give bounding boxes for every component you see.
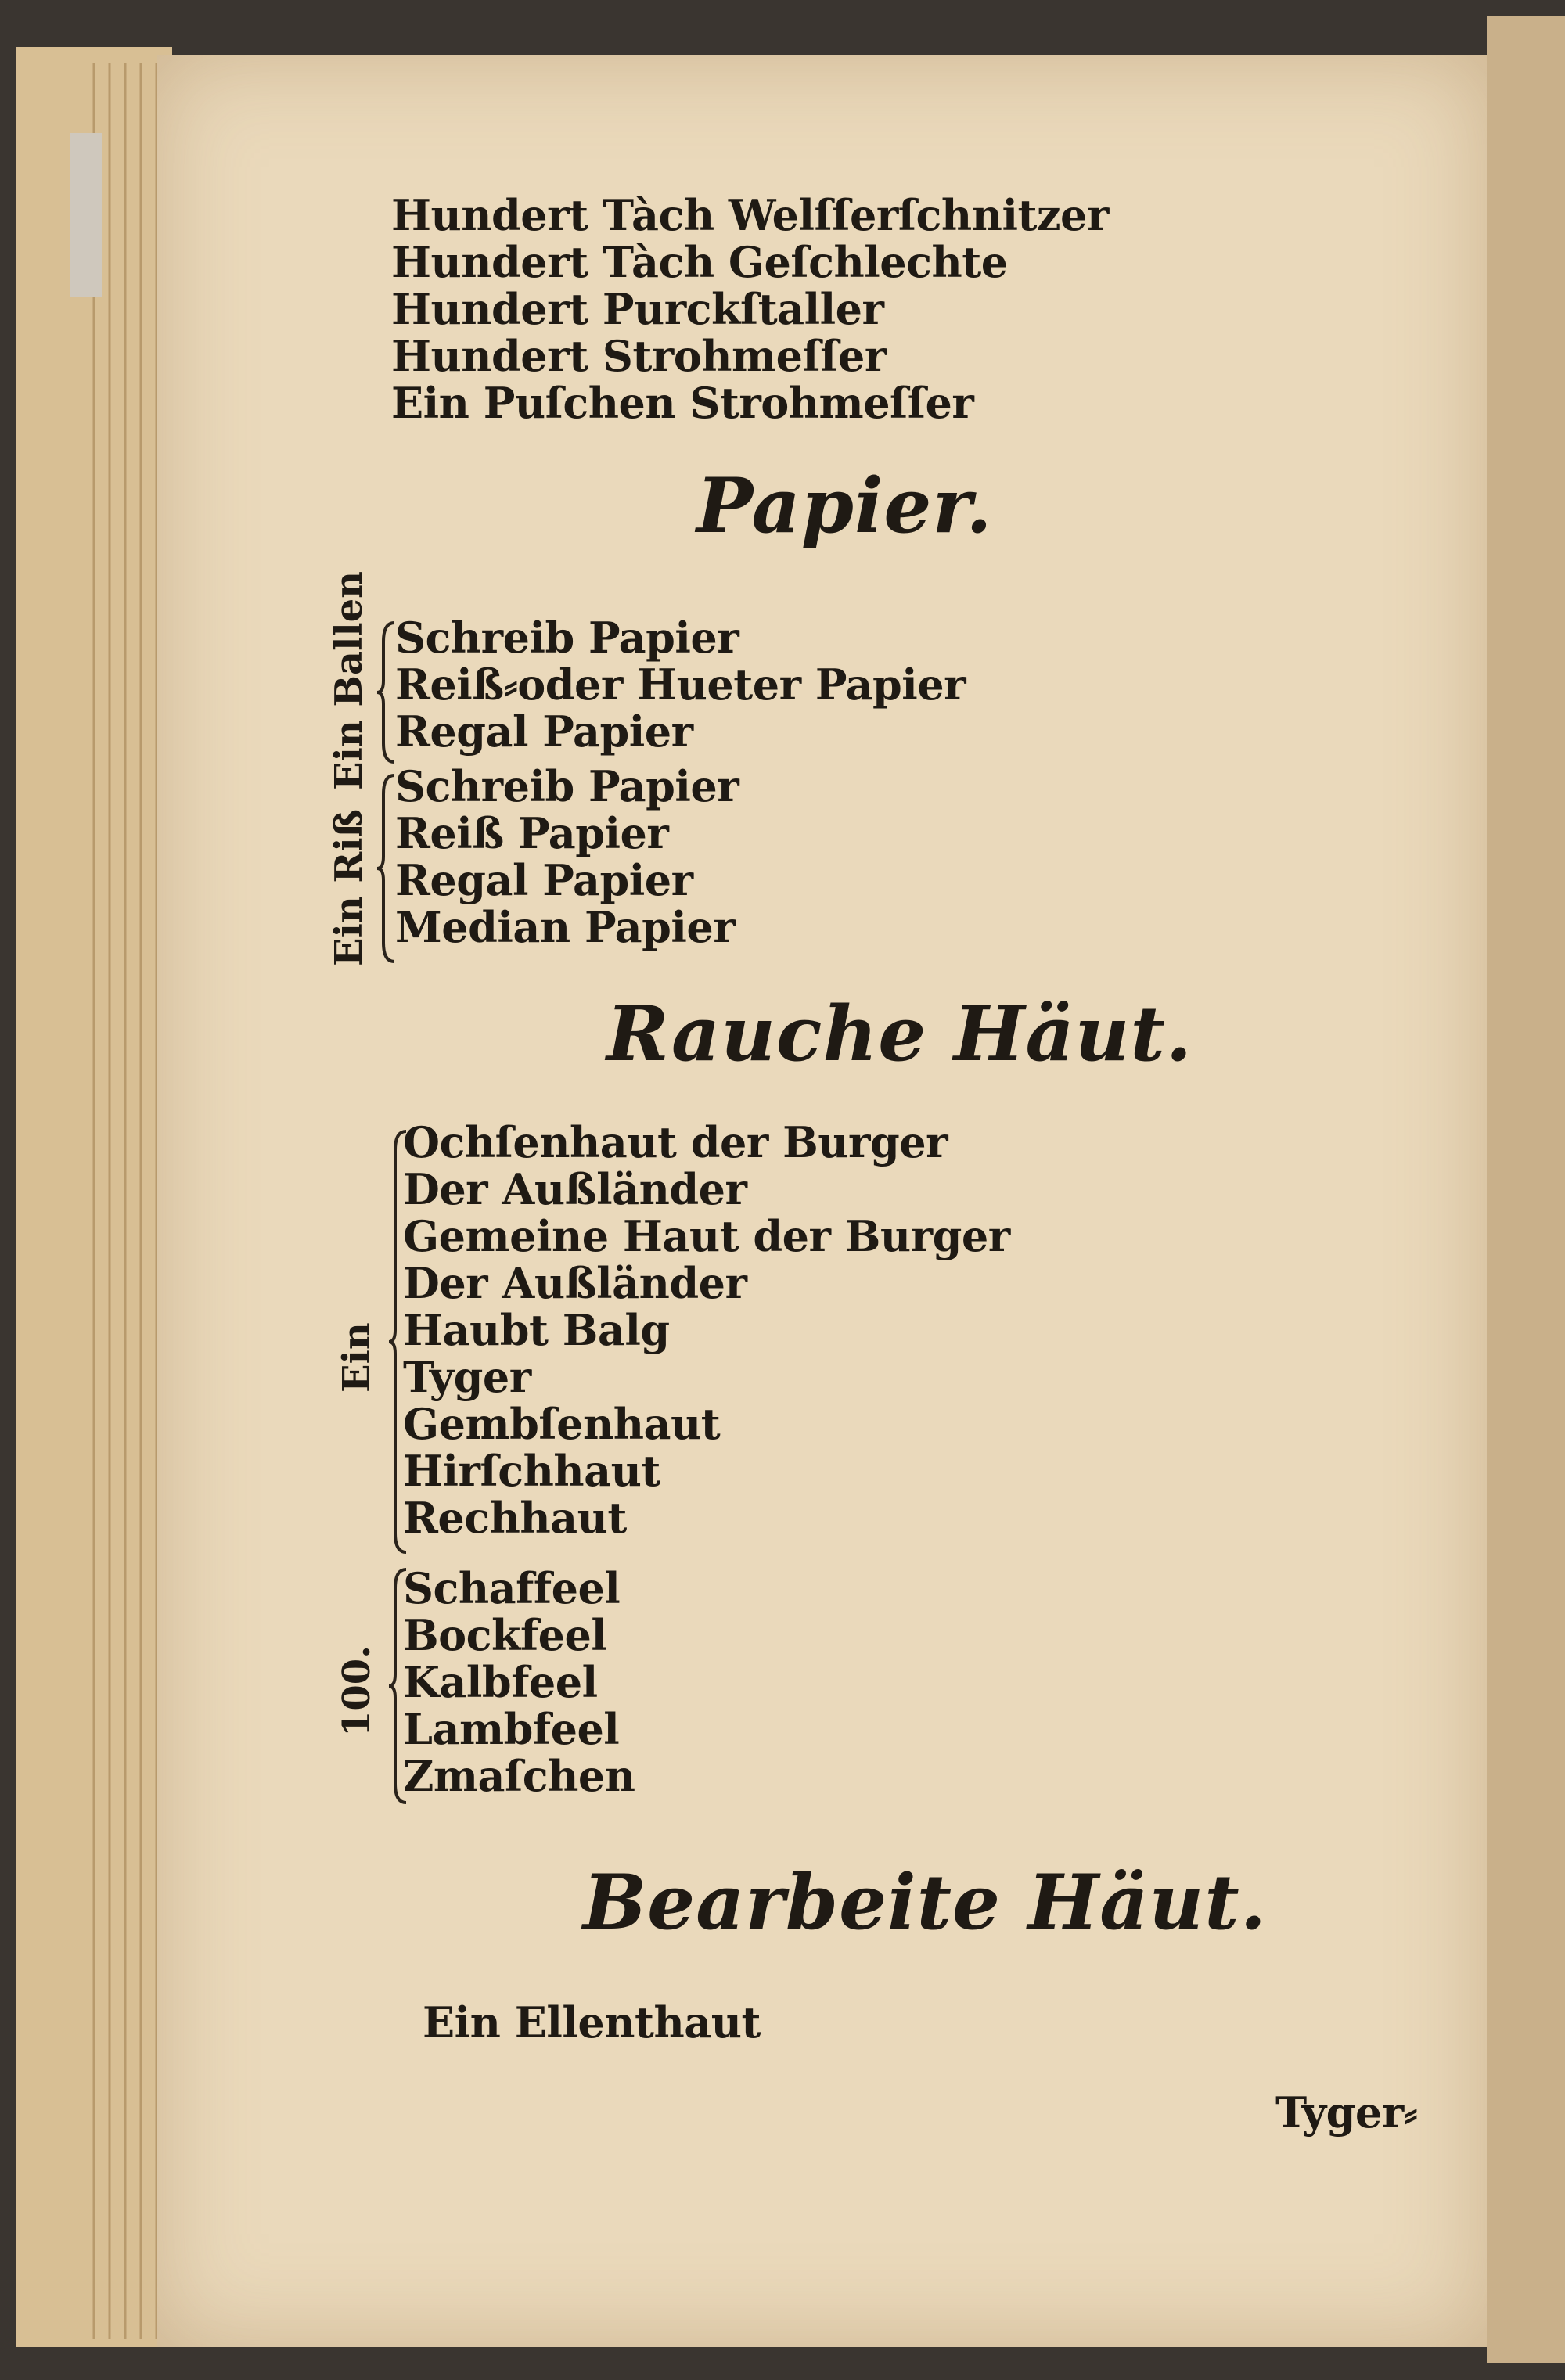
list-item: Zmaſchen [403, 1751, 635, 1801]
next-page-edge [1487, 16, 1565, 2363]
side-label-ein: Ein [335, 1322, 379, 1393]
list-item: Gemeine Haut der Burger [403, 1211, 1010, 1261]
list-item: Bockfeel [403, 1610, 607, 1660]
bookmark-tab [70, 133, 102, 297]
section-heading-bearbeite: Bearbeite Häut. [583, 1858, 1267, 1947]
list-item: Schreib Papier [395, 613, 739, 663]
rauche-list-ein [403, 1119, 1010, 1541]
list-item: Gembſenhaut [403, 1399, 721, 1449]
rauche-list-100 [403, 1565, 635, 1799]
list-item: Regal Papier [395, 706, 693, 757]
catchword: Tyger⸗ [1275, 2087, 1418, 2137]
list-item: Lambfeel [403, 1704, 620, 1754]
list-item: Ochſenhaut der Burger [403, 1117, 948, 1167]
list-item: Reiß Papier [395, 808, 669, 858]
side-label-100: 100. [335, 1645, 379, 1737]
list-item: Kalbfeel [403, 1657, 598, 1707]
list-item: Haubt Balg [403, 1305, 670, 1355]
papier-list-riss [395, 763, 739, 951]
list-item: Hundert Tàch Welſſerſchnitzer [391, 190, 1109, 240]
side-label-ballen: Ein Ballen [327, 570, 371, 790]
bearbeite-list [423, 1999, 761, 2046]
list-item: Rechhaut [403, 1493, 627, 1543]
list-item: Der Außländer [403, 1164, 747, 1214]
list-item: Ein Ellenthaut [423, 1997, 761, 2047]
side-label-riss: Ein Riß [327, 808, 371, 966]
list-item: Median Papier [395, 902, 736, 952]
list-item: Hirſchhaut [403, 1446, 660, 1496]
list-item: Hundert Purckſtaller [391, 284, 884, 334]
list-item: Tyger [403, 1352, 531, 1402]
list-item: Reiß⸗oder Hueter Papier [395, 660, 966, 710]
list-item: Ein Puſchen Strohmeſſer [391, 378, 974, 428]
list-item: Hundert Tàch Geſchlechte [391, 237, 1008, 287]
section-heading-papier: Papier. [696, 462, 993, 550]
list-item: Schaffeel [403, 1563, 621, 1613]
list-item: Der Außländer [403, 1258, 747, 1308]
papier-list-ballen [395, 614, 966, 755]
top-list [391, 192, 1109, 426]
list-item: Hundert Strohmeſſer [391, 331, 887, 381]
section-heading-rauche: Rauche Häut. [606, 990, 1193, 1078]
list-item: Regal Papier [395, 855, 693, 905]
list-item: Schreib Papier [395, 761, 739, 811]
